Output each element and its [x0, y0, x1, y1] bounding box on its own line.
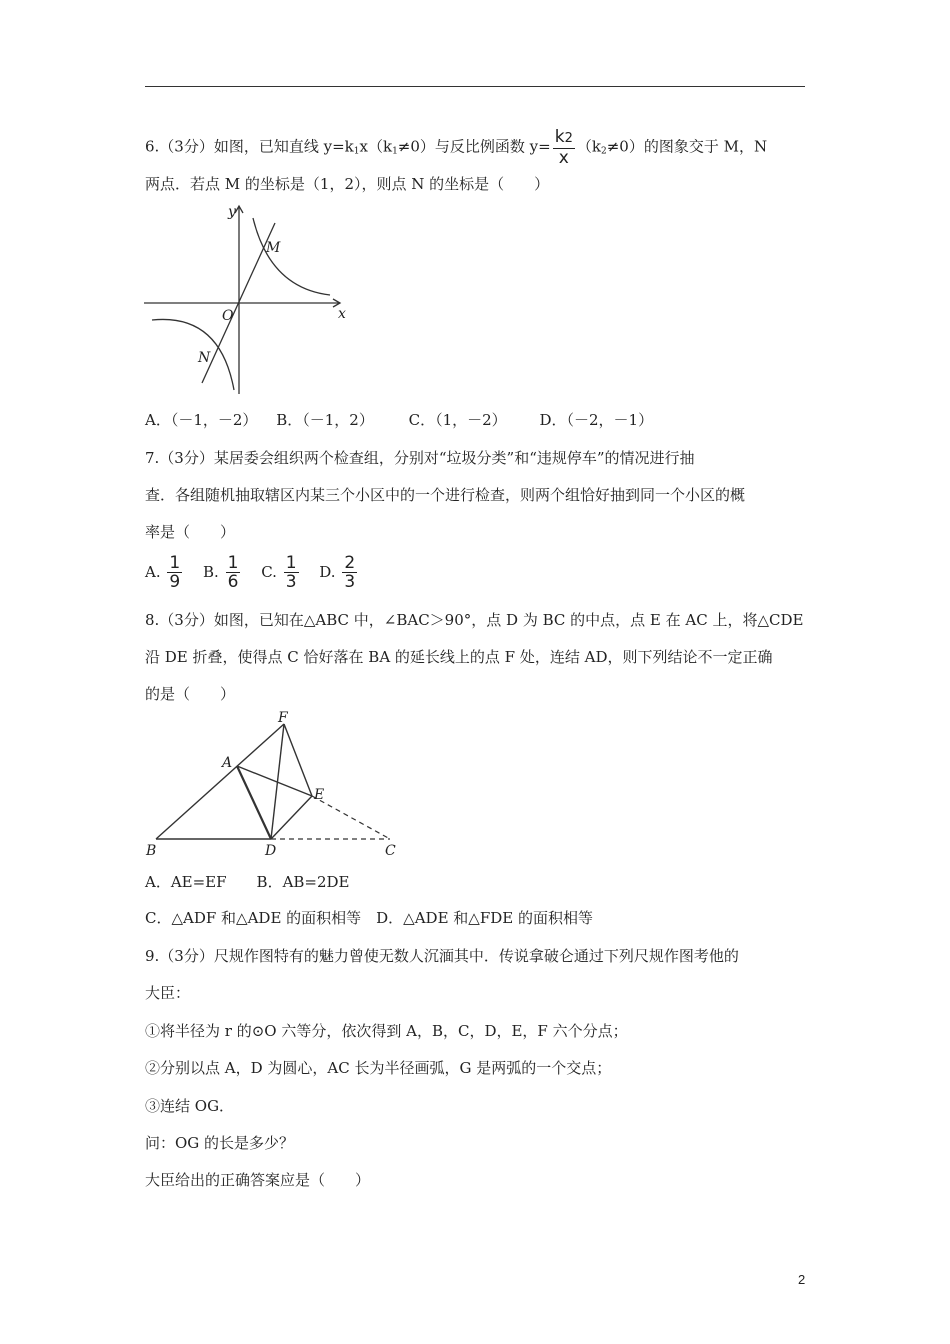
- point-b-label: B: [146, 843, 157, 859]
- q8-figure: [140, 708, 410, 863]
- q8-stem-line1: 8.（3分）如图，已知在△ABC 中，∠BAC＞90°，点 D 为 BC 的中点，点 E 在 AC 上，将△CDE: [145, 611, 804, 629]
- point-m-label: M: [266, 240, 281, 256]
- q7-option-d[interactable]: D. $\frac{2}{3}$: [319, 553, 356, 592]
- segment-bf: [156, 724, 284, 839]
- q6-stem-line1: 6.（3分）如图，已知直线 $y=k_1x(k_1\ne 0)$与反比例函数 y= $\frac{k2}{x}$ $(k_2\ne 0)$的图象交于 M，N: [145, 127, 768, 168]
- q8-stem-line3: 的是（ ）: [145, 685, 236, 703]
- segment-de: [271, 796, 312, 839]
- q7-options: [145, 554, 359, 591]
- origin-label: O: [222, 308, 234, 324]
- segment-fe: [284, 724, 312, 796]
- q9-step-3: ③连结 OG．: [145, 1097, 235, 1115]
- q6-stem-line2: 两点．若点 M 的坐标是（1，2），则点 N 的坐标是（ ）: [145, 175, 550, 193]
- q7-option-c[interactable]: C. $\frac{1}{3}$: [261, 553, 297, 592]
- segment-fd: [271, 724, 284, 839]
- header-rule: [145, 86, 805, 87]
- q8-options-line1[interactable]: A．AE=EF B．AB=2DE: [145, 873, 350, 891]
- q7-option-b[interactable]: B. $\frac{1}{6}$: [203, 553, 239, 592]
- q6-option-d[interactable]: D．（－2，－1）: [539, 411, 654, 429]
- point-n-label: N: [198, 350, 211, 366]
- q9-stem-line2: 大臣：: [145, 984, 191, 1002]
- q6-fraction: $\frac{k2}{x}$: [554, 127, 573, 168]
- hyperbola-branch-q1: [253, 218, 330, 295]
- point-d-label: D: [265, 843, 277, 859]
- q6-options: [145, 410, 665, 430]
- q8-options-line2[interactable]: C．△ADF 和△ADE 的面积相等 D．△ADE 和△FDE 的面积相等: [145, 909, 593, 927]
- point-f-label: F: [278, 710, 288, 726]
- q8-stem-line2: 沿 DE 折叠，使得点 C 恰好落在 BA 的延长线上的点 F 处，连结 AD，则下列结论不一定正确: [145, 648, 773, 666]
- q6-figure: [140, 198, 360, 398]
- y-axis-label: y: [228, 204, 236, 220]
- q6-option-a[interactable]: A．（－1，－2）: [145, 411, 258, 429]
- q9-question: 问：OG 的长是多少？: [145, 1134, 295, 1152]
- x-axis-label: x: [338, 306, 346, 322]
- point-a-label: A: [222, 755, 233, 771]
- page-number: 2: [798, 1272, 806, 1287]
- point-c-label: C: [385, 843, 396, 859]
- q9-step-1: ①将半径为 r 的⊙O 六等分，依次得到 A，B，C，D，E，F 六个分点；: [145, 1022, 628, 1040]
- q9-step-2: ②分别以点 A，D 为圆心，AC 长为半径画弧，G 是两弧的一个交点；: [145, 1059, 612, 1077]
- q9-stem-line1: 9.（3分）尺规作图特有的魅力曾使无数人沉湎其中．传说拿破仑通过下列尺规作图考他的: [145, 947, 739, 965]
- q7-stem-line3: 率是（ ）: [145, 523, 236, 541]
- q7-stem-line1: 7.（3分）某居委会组织两个检查组，分别对“垃圾分类”和“违规停车”的情况进行抽: [145, 449, 695, 467]
- point-e-label: E: [314, 787, 325, 803]
- q6-option-c[interactable]: C．（1，－2）: [408, 411, 507, 429]
- hyperbola-branch-q3: [152, 319, 234, 390]
- q9-answer-prompt: 大臣给出的正确答案应是（ ）: [145, 1171, 371, 1189]
- q6-option-b[interactable]: B．（－1，2）: [276, 411, 374, 429]
- q7-option-a[interactable]: A. $\frac{1}{9}$: [145, 553, 181, 592]
- q7-stem-line2: 查．各组随机抽取辖区内某三个小区中的一个进行检查，则两个组恰好抽到同一个小区的概: [145, 486, 746, 504]
